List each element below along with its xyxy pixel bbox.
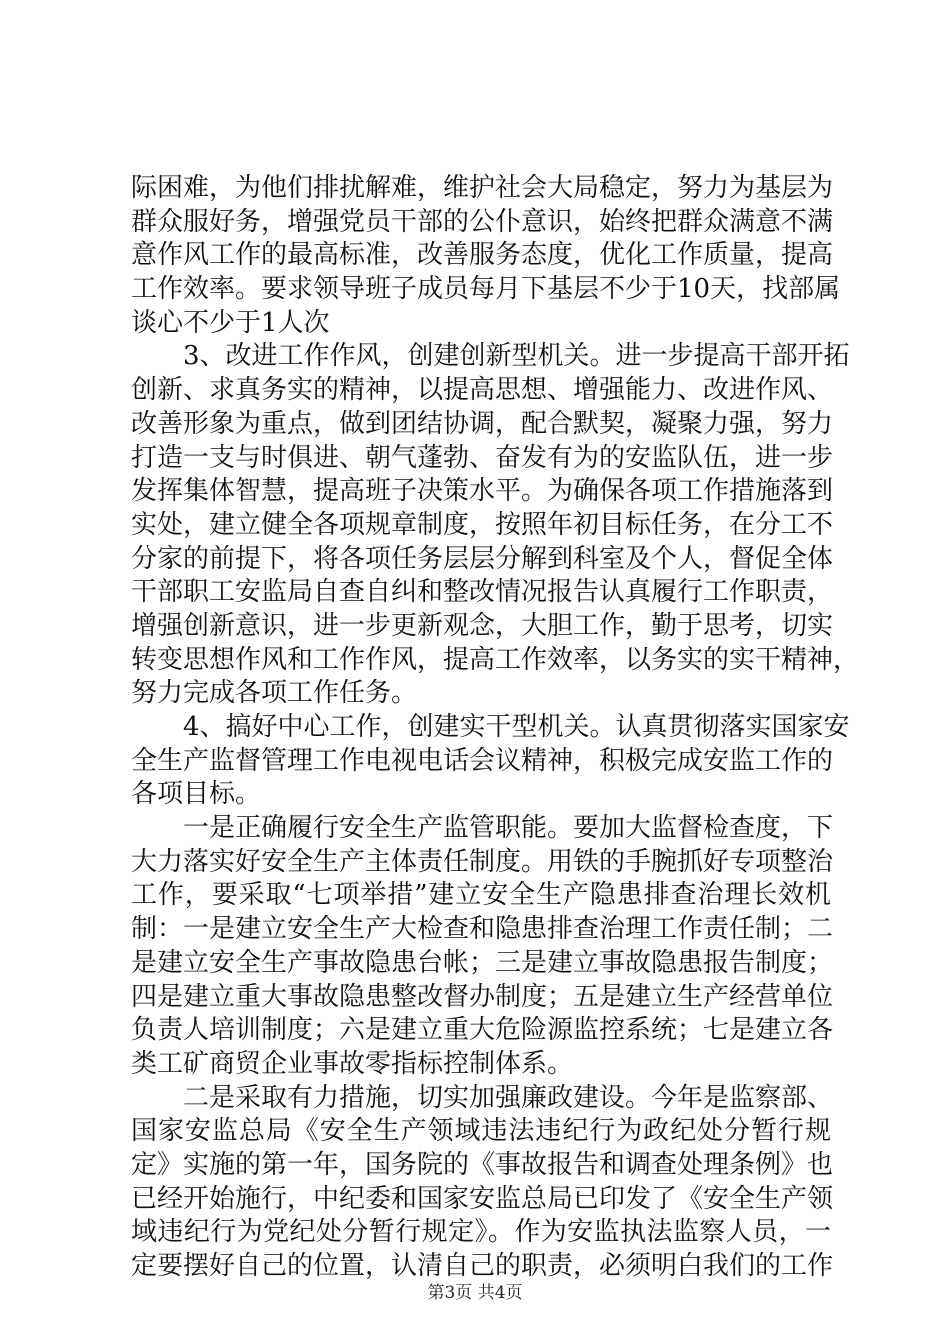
text-line: 二是采取有力措施，切实加强廉政建设。今年是监察部、	[183, 1082, 834, 1113]
text-line: 4、搞好中心工作，创建实干型机关。认真贯彻落实国家安	[183, 712, 850, 742]
text-line: 类工矿商贸企业事故零指标控制体系。	[131, 1048, 574, 1079]
text-line: 努力完成各项工作任务。	[131, 678, 418, 709]
text-line: 增强创新意识，进一步更新观念，大胆工作，勤于思考，切实	[131, 610, 834, 641]
text-line: 定》实施的第一年，国务院的《事故报告和调查处理条例》也	[131, 1149, 834, 1180]
text-line: 分家的前提下，将各项任务层层分解到科室及个人，督促全体	[131, 543, 834, 574]
text-line: 已经开始施行，中纪委和国家安监总局已印发了《安全生产领	[131, 1183, 834, 1214]
text-line: 干部职工安监局自查自纠和整改情况报告认真履行工作职责，	[131, 577, 834, 608]
text-line: 工作，要采取“七项举措”建立安全生产隐患排查治理长效机	[131, 880, 831, 911]
text-line: 是建立安全生产事故隐患台帐；三是建立事故隐患报告制度；	[131, 947, 834, 978]
text-line: 国家安监总局《安全生产领域违法违纪行为政纪处分暂行规	[131, 1116, 831, 1147]
text-line: 制：一是建立安全生产大检查和隐患排查治理工作责任制；二	[131, 914, 834, 945]
text-line: 定要摆好自己的位置，认清自己的职责，必须明白我们的工作	[131, 1251, 834, 1281]
text-line: 工作效率。要求领导班子成员每月下基层不少于10天，找部属	[131, 274, 841, 305]
text-line: 各项目标。	[131, 779, 262, 810]
text-line: 大力落实好安全生产主体责任制度。用铁的手腕抓好专项整治	[131, 846, 834, 877]
body-text	[131, 172, 860, 1284]
text-line: 3、改进工作作风，创建创新型机关。进一步提高干部开拓	[183, 341, 850, 372]
text-line: 意作风工作的最高标准，改善服务态度，优化工作质量，提高	[131, 240, 834, 271]
text-line: 负责人培训制度；六是建立重大危险源监控系统；七是建立各	[131, 1015, 834, 1046]
text-line: 发挥集体智慧，提高班子决策水平。为确保各项工作措施落到	[131, 476, 834, 507]
text-line: 域违纪行为党纪处分暂行规定》。作为安监执法监察人员，一	[131, 1217, 831, 1248]
text-line: 实处，建立健全各项规章制度，按照年初目标任务，在分工不	[131, 509, 834, 540]
text-line: 创新、求真务实的精神，以提高思想、增强能力、改进作风、	[131, 375, 834, 406]
text-line: 际困难，为他们排扰解难，维护社会大局稳定，努力为基层为	[131, 173, 834, 203]
page-footer: 第3页 共4页	[427, 1283, 523, 1303]
text-line: 打造一支与时俱进、朝气蓬勃、奋发有为的安监队伍，进一步	[131, 442, 834, 473]
text-line: 群众服好务，增强党员干部的公仆意识，始终把群众满意不满	[131, 206, 834, 237]
text-line: 一是正确履行安全生产监管职能。要加大监督检查度，下	[183, 813, 834, 844]
text-line: 四是建立重大事故隐患整改督办制度；五是建立生产经营单位	[131, 981, 834, 1012]
text-line: 改善形象为重点，做到团结协调，配合默契，凝聚力强，努力	[131, 408, 834, 439]
text-line: 转变思想作风和工作作风，提高工作效率，以务实的实干精神，	[131, 644, 860, 675]
text-line: 谈心不少于1人次	[131, 307, 330, 338]
text-line: 全生产监督管理工作电视电话会议精神，积极完成安监工作的	[131, 745, 834, 776]
